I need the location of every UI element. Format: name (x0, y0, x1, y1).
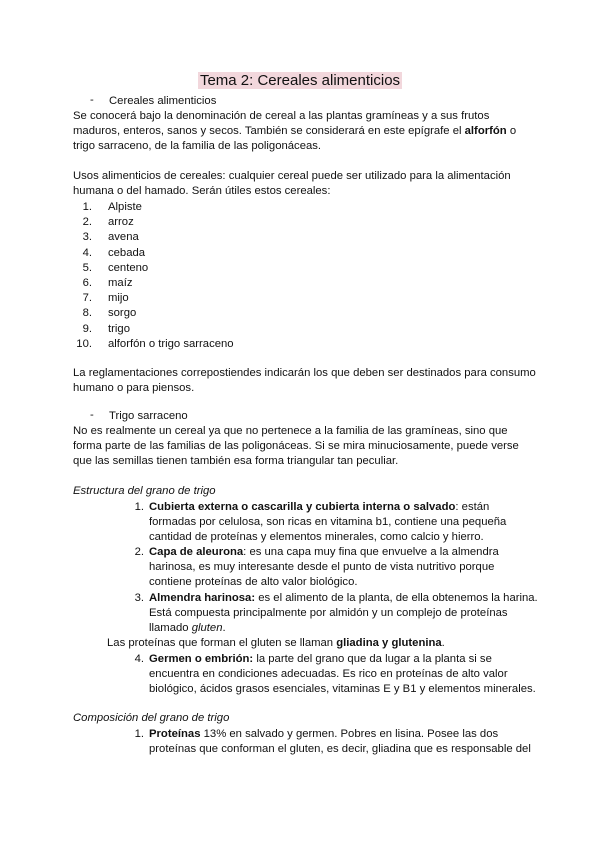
structure-item-line: llamado gluten. (149, 622, 226, 634)
composition-item-1: Proteínas 13% en salvado y germen. Pobres en lisina. Posee las dos (149, 728, 499, 740)
list-number: 10. (76, 337, 92, 350)
list-item-cereal: sorgo (108, 307, 137, 320)
list-number: 1. (134, 728, 144, 740)
paragraph-line: humana o del hamado. Serán útiles estos cereales: (73, 185, 331, 197)
title-text: Tema 2: Cereales alimenticios (199, 72, 401, 89)
structure-item-line: contiene proteínas de alto valor biológico. (149, 576, 358, 588)
list-item-cereal: arroz (108, 216, 134, 229)
list-item-cereal: mijo (108, 292, 129, 305)
section-heading-cereales: Cereales alimenticios (109, 95, 217, 107)
list-item-cereal: avena (108, 231, 139, 244)
structure-item-line: encuentra en condiciones adecuadas. Es rico en proteínas de alto valor (149, 668, 508, 680)
list-number: 1. (82, 201, 92, 213)
structure-item-line: cantidad de proteínas y elementos minerales, como calcio y hierro. (149, 531, 484, 543)
list-number: 4. (82, 246, 92, 259)
structure-item-4: Germen o embrión: la parte del grano que da lugar a la planta si se (149, 653, 492, 665)
list-number: 3. (134, 592, 144, 604)
paragraph-line: forma parte de las familias de las poligonáceas. Si se mira minuciosamente, puede verse (73, 440, 519, 452)
paragraph-line: Se conocerá bajo la denominación de cereal a las plantas gramíneas y a sus frutos (73, 110, 490, 122)
list-item-cereal: centeno (108, 261, 149, 274)
structure-item-line: harinosa, es muy interesante desde el punto de vista nutritivo porque (149, 561, 495, 573)
list-number: 7. (82, 292, 92, 305)
structure-item-line: Está compuesta principalmente por almidón y un complejo de proteínas (149, 607, 508, 619)
list-number: 6. (82, 277, 92, 289)
list-item-cereal: alforfón o trigo sarraceno (108, 337, 234, 350)
paragraph-line: Usos alimenticios de cereales: cualquier cereal puede ser utilizado para la alimentación (73, 170, 511, 182)
list-item-cereal: maíz (108, 277, 133, 289)
paragraph-line: maduros, enteros, sanos y secos. También se considerará en este epígrafe el alforfón o (73, 125, 517, 137)
page-title (0, 72, 600, 89)
list-number: 9. (82, 322, 92, 335)
composition-heading: Composición del grano de trigo (73, 712, 230, 724)
section-heading-trigo-sarraceno: Trigo sarraceno (109, 410, 188, 422)
bullet-dash: - (90, 409, 94, 421)
gluten-note: Las proteínas que forman el gluten se llaman gliadina y glutenina. (107, 637, 445, 649)
structure-item-3: Almendra harinosa: es el alimento de la planta, de ella obtenemos la harina. (149, 592, 538, 604)
structure-item-line: biológico, ácidos grasos esenciales, vitaminas E y B1 y elementos minerales. (149, 683, 536, 695)
list-item-cereal: Alpiste (108, 201, 142, 213)
list-number: 1. (134, 501, 144, 513)
list-number: 2. (134, 546, 144, 558)
paragraph-line: trigo sarraceno, de la familia de las poligonáceas. (73, 140, 322, 152)
bullet-dash: - (90, 94, 94, 106)
structure-item-2: Capa de aleurona: es una capa muy fina que envuelve a la almendra (149, 546, 499, 558)
list-number: 8. (82, 307, 92, 320)
paragraph-line: La reglamentaciones correpostiendes indicarán los que deben ser destinados para consumo (73, 367, 536, 379)
list-number: 2. (82, 216, 92, 229)
composition-item-line: proteínas que conforman el gluten, es decir, gliadina que es responsable del (149, 743, 531, 755)
paragraph-line: humano o para piensos. (73, 382, 195, 394)
list-item-cereal: trigo (108, 322, 130, 335)
list-number: 4. (134, 653, 144, 665)
list-number: 3. (82, 231, 92, 244)
structure-heading: Estructura del grano de trigo (73, 485, 216, 497)
paragraph-line: que las semillas tienen también esa forma triangular tan peculiar. (73, 455, 399, 467)
paragraph-line: No es realmente un cereal ya que no pertenece a la familia de las gramíneas, sino que (73, 425, 508, 437)
structure-item-line: formadas por celulosa, son ricas en vitamina b1, contiene una pequeña (149, 516, 507, 528)
structure-item-1: Cubierta externa o cascarilla y cubierta interna o salvado: están (149, 501, 490, 513)
list-number: 5. (82, 261, 92, 274)
list-item-cereal: cebada (108, 246, 146, 259)
